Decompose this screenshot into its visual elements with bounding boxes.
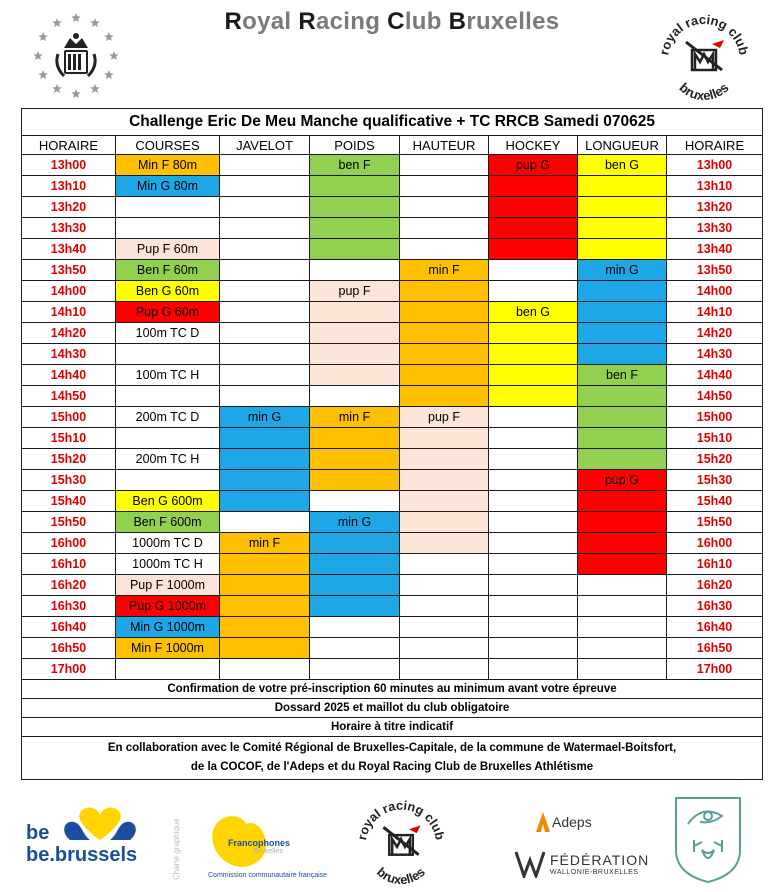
time-cell: 14h20 (667, 323, 763, 344)
time-cell: 14h30 (22, 344, 116, 365)
courses-cell (116, 659, 220, 680)
francophones-bruxelles-logo: Francophones Bruxelles Commission communautaire française (206, 808, 316, 888)
javelot-cell (220, 239, 310, 260)
time-cell: 14h20 (22, 323, 116, 344)
courses-cell (116, 470, 220, 491)
courses-cell (116, 386, 220, 407)
hauteur-cell (400, 512, 489, 533)
hockey-cell (489, 239, 578, 260)
schedule-row (22, 260, 763, 281)
column-header: LONGUEUR (578, 136, 667, 155)
watermael-boitsfort-crest (672, 794, 744, 884)
be-label: be (26, 822, 50, 844)
hockey-cell (489, 218, 578, 239)
schedule-row (22, 323, 763, 344)
hockey-cell (489, 428, 578, 449)
javelot-cell (220, 344, 310, 365)
hockey-cell (489, 281, 578, 302)
javelot-cell: min G (220, 407, 310, 428)
longueur-cell (578, 407, 667, 428)
svg-text:royal racing club: royal racing club (656, 11, 752, 57)
hauteur-cell: min F (400, 260, 489, 281)
schedule-row (22, 470, 763, 491)
collaboration-line-1: En collaboration avec le Comité Régional de Bruxelles-Capitale, de la commune de Watermael-Boitsfort, (107, 742, 677, 754)
time-cell: 14h40 (22, 365, 116, 386)
time-cell: 13h50 (667, 260, 763, 281)
club-title: Royal Racing Club Bruxelles (224, 8, 560, 35)
time-cell: 14h50 (22, 386, 116, 407)
poids-cell (310, 638, 400, 659)
time-cell: 16h20 (667, 575, 763, 596)
column-header: HORAIRE (22, 136, 116, 155)
star-icon (90, 18, 100, 27)
time-cell: 16h30 (22, 596, 116, 617)
column-header: HAUTEUR (400, 136, 489, 155)
time-cell: 14h10 (667, 302, 763, 323)
time-cell: 15h00 (22, 407, 116, 428)
page-header (0, 0, 784, 108)
hauteur-cell (400, 554, 489, 575)
time-cell: 16h40 (667, 617, 763, 638)
time-cell: 16h00 (22, 533, 116, 554)
poids-cell: min F (310, 407, 400, 428)
longueur-cell (578, 596, 667, 617)
adeps-icon (536, 812, 550, 832)
schedule-row (22, 239, 763, 260)
time-cell: 15h50 (22, 512, 116, 533)
javelot-cell (220, 365, 310, 386)
hockey-cell (489, 323, 578, 344)
schedule-row (22, 281, 763, 302)
time-cell: 16h10 (22, 554, 116, 575)
poids-cell (310, 386, 400, 407)
column-header: POIDS (310, 136, 400, 155)
courses-cell (116, 344, 220, 365)
longueur-cell (578, 218, 667, 239)
hauteur-cell (400, 155, 489, 176)
hauteur-cell (400, 218, 489, 239)
time-cell: 15h20 (667, 449, 763, 470)
hauteur-cell (400, 491, 489, 512)
hockey-cell (489, 449, 578, 470)
javelot-cell (220, 323, 310, 344)
javelot-cell (220, 638, 310, 659)
charte-graphique: Charte graphique (172, 818, 181, 880)
time-cell: 13h40 (22, 239, 116, 260)
time-cell: 15h20 (22, 449, 116, 470)
courses-cell: 1000m TC D (116, 533, 220, 554)
courses-cell: Min F 80m (116, 155, 220, 176)
star-icon (71, 13, 81, 22)
javelot-cell (220, 302, 310, 323)
schedule-row (22, 344, 763, 365)
courses-cell: Pup G 1000m (116, 596, 220, 617)
courses-cell (116, 197, 220, 218)
poids-cell: min G (310, 512, 400, 533)
star-icon (104, 70, 114, 79)
schedule-row (22, 596, 763, 617)
hockey-cell (489, 386, 578, 407)
poids-cell (310, 491, 400, 512)
poids-cell (310, 470, 400, 491)
longueur-cell (578, 491, 667, 512)
column-header: HOCKEY (489, 136, 578, 155)
collaboration-line-2: de la COCOF, de l'Adeps et du Royal Racing Club de Bruxelles Athlétisme (190, 761, 594, 773)
time-cell: 16h30 (667, 596, 763, 617)
longueur-cell (578, 554, 667, 575)
fwb-icon (514, 850, 546, 878)
poids-cell (310, 176, 400, 197)
javelot-cell (220, 449, 310, 470)
hauteur-cell (400, 617, 489, 638)
hockey-cell (489, 617, 578, 638)
time-cell: 14h50 (667, 386, 763, 407)
note-bib: Dossard 2025 et maillot du club obligatoire (22, 699, 763, 718)
schedule-row (22, 638, 763, 659)
time-cell: 15h10 (667, 428, 763, 449)
javelot-cell (220, 659, 310, 680)
schedule-row (22, 365, 763, 386)
note-confirmation: Confirmation de votre pré-inscription 60 minutes au minimum avant votre épreuve (22, 680, 763, 699)
longueur-cell (578, 533, 667, 554)
longueur-cell (578, 239, 667, 260)
time-cell: 16h40 (22, 617, 116, 638)
hockey-cell (489, 659, 578, 680)
time-cell: 13h30 (22, 218, 116, 239)
hauteur-cell (400, 365, 489, 386)
star-icon (38, 32, 48, 41)
schedule-row (22, 491, 763, 512)
note-indicative: Horaire à titre indicatif (22, 718, 763, 737)
poids-cell: ben F (310, 155, 400, 176)
adeps-fwb-logo: Adeps FÉDÉRATION WALLONIE-BRUXELLES (506, 806, 646, 886)
svg-text:bruxelles: bruxelles (374, 864, 428, 888)
longueur-cell: ben F (578, 365, 667, 386)
javelot-cell (220, 218, 310, 239)
schedule-row (22, 449, 763, 470)
time-cell: 16h50 (667, 638, 763, 659)
time-cell: 14h40 (667, 365, 763, 386)
time-cell: 15h10 (22, 428, 116, 449)
courses-cell: Min G 1000m (116, 617, 220, 638)
courses-cell: Min G 80m (116, 176, 220, 197)
javelot-cell (220, 428, 310, 449)
column-header: COURSES (116, 136, 220, 155)
column-header-row (22, 136, 763, 155)
schedule-row (22, 407, 763, 428)
schedule-table (21, 108, 763, 780)
svg-text:royal racing club: royal racing club (354, 797, 448, 842)
time-cell: 13h00 (667, 155, 763, 176)
courses-cell: Ben F 60m (116, 260, 220, 281)
time-cell: 13h30 (667, 218, 763, 239)
courses-cell: 1000m TC H (116, 554, 220, 575)
longueur-cell (578, 512, 667, 533)
javelot-cell (220, 554, 310, 575)
javelot-cell (220, 617, 310, 638)
schedule-row (22, 155, 763, 176)
schedule-title: Challenge Eric De Meu Manche qualificative + TC RRCB Samedi 070625 (22, 109, 763, 136)
schedule-row (22, 575, 763, 596)
poids-cell (310, 218, 400, 239)
hauteur-cell: pup F (400, 407, 489, 428)
javelot-cell (220, 260, 310, 281)
time-cell: 16h00 (667, 533, 763, 554)
star-icon (33, 51, 43, 60)
longueur-cell (578, 575, 667, 596)
longueur-cell (578, 302, 667, 323)
star-icon (104, 32, 114, 41)
javelot-cell (220, 491, 310, 512)
hauteur-cell (400, 302, 489, 323)
poids-cell (310, 659, 400, 680)
schedule-row (22, 302, 763, 323)
courses-cell: Ben G 60m (116, 281, 220, 302)
hauteur-cell (400, 449, 489, 470)
javelot-cell (220, 575, 310, 596)
time-cell: 17h00 (667, 659, 763, 680)
courses-cell: Pup G 60m (116, 302, 220, 323)
hauteur-cell (400, 386, 489, 407)
time-cell: 16h50 (22, 638, 116, 659)
time-cell: 14h00 (667, 281, 763, 302)
poids-cell (310, 365, 400, 386)
poids-cell (310, 449, 400, 470)
longueur-cell (578, 428, 667, 449)
schedule-body (22, 155, 763, 680)
time-cell: 13h10 (22, 176, 116, 197)
javelot-cell (220, 281, 310, 302)
hauteur-cell (400, 470, 489, 491)
time-cell: 15h50 (667, 512, 763, 533)
courses-cell: Ben F 600m (116, 512, 220, 533)
longueur-cell (578, 449, 667, 470)
courses-cell: Min F 1000m (116, 638, 220, 659)
hockey-cell: ben G (489, 302, 578, 323)
star-icon (71, 89, 81, 98)
time-cell: 15h00 (667, 407, 763, 428)
poids-cell: pup F (310, 281, 400, 302)
longueur-cell (578, 638, 667, 659)
schedule-row (22, 554, 763, 575)
time-cell: 13h50 (22, 260, 116, 281)
schedule-row (22, 428, 763, 449)
hauteur-cell (400, 428, 489, 449)
hauteur-cell (400, 197, 489, 218)
poids-cell (310, 260, 400, 281)
longueur-cell (578, 344, 667, 365)
star-icon (90, 84, 100, 93)
hauteur-cell (400, 176, 489, 197)
time-cell: 13h20 (667, 197, 763, 218)
time-cell: 17h00 (22, 659, 116, 680)
schedule-row (22, 617, 763, 638)
be-brussels-label: be.brussels (26, 844, 138, 866)
longueur-cell (578, 281, 667, 302)
poids-cell (310, 533, 400, 554)
schedule-row (22, 512, 763, 533)
star-icon (109, 51, 119, 60)
star-icon (38, 70, 48, 79)
hockey-cell (489, 407, 578, 428)
poids-cell (310, 323, 400, 344)
be-brussels-logo (26, 806, 156, 866)
time-cell: 15h40 (667, 491, 763, 512)
hockey-cell (489, 344, 578, 365)
poids-cell (310, 239, 400, 260)
hockey-cell (489, 533, 578, 554)
star-icon (52, 18, 62, 27)
column-header: HORAIRE (667, 136, 763, 155)
schedule-row (22, 533, 763, 554)
courses-cell: 200m TC H (116, 449, 220, 470)
schedule-row (22, 218, 763, 239)
hockey-cell (489, 260, 578, 281)
javelot-cell: min F (220, 533, 310, 554)
poids-cell (310, 344, 400, 365)
royal-racing-club-footer-logo (352, 794, 450, 888)
poids-cell (310, 197, 400, 218)
javelot-cell (220, 155, 310, 176)
footer-logos (0, 790, 784, 892)
longueur-cell (578, 197, 667, 218)
hockey-cell (489, 197, 578, 218)
longueur-cell (578, 617, 667, 638)
courses-cell (116, 218, 220, 239)
svg-text:bruxelles: bruxelles (676, 79, 732, 104)
poids-cell (310, 302, 400, 323)
hockey-cell: pup G (489, 155, 578, 176)
hauteur-cell (400, 575, 489, 596)
hauteur-cell (400, 533, 489, 554)
royal-racing-club-logo (654, 8, 754, 104)
longueur-cell (578, 386, 667, 407)
poids-cell (310, 617, 400, 638)
poids-cell (310, 428, 400, 449)
schedule-row (22, 197, 763, 218)
hockey-cell (489, 638, 578, 659)
schedule-row (22, 176, 763, 197)
collaboration-note (22, 737, 763, 780)
poids-cell (310, 575, 400, 596)
hockey-cell (489, 596, 578, 617)
longueur-cell: pup G (578, 470, 667, 491)
time-cell: 13h00 (22, 155, 116, 176)
hockey-cell (489, 491, 578, 512)
hockey-cell (489, 554, 578, 575)
hauteur-cell (400, 344, 489, 365)
hockey-cell (489, 575, 578, 596)
schedule-row (22, 659, 763, 680)
courses-cell (116, 428, 220, 449)
courses-cell: 100m TC H (116, 365, 220, 386)
courses-cell: Ben G 600m (116, 491, 220, 512)
time-cell: 13h40 (667, 239, 763, 260)
javelot-cell (220, 176, 310, 197)
heart-icon (60, 806, 140, 842)
hockey-cell (489, 176, 578, 197)
longueur-cell (578, 176, 667, 197)
hauteur-cell (400, 323, 489, 344)
time-cell: 15h30 (22, 470, 116, 491)
javelot-cell (220, 197, 310, 218)
time-cell: 14h10 (22, 302, 116, 323)
poids-cell (310, 554, 400, 575)
column-header: JAVELOT (220, 136, 310, 155)
time-cell: 15h30 (667, 470, 763, 491)
poids-cell (310, 596, 400, 617)
schedule-row (22, 386, 763, 407)
star-icon (52, 84, 62, 93)
time-cell: 13h20 (22, 197, 116, 218)
time-cell: 15h40 (22, 491, 116, 512)
time-cell: 13h10 (667, 176, 763, 197)
javelot-cell (220, 512, 310, 533)
longueur-cell: min G (578, 260, 667, 281)
hauteur-cell (400, 596, 489, 617)
courses-cell: Pup F 1000m (116, 575, 220, 596)
courses-cell: Pup F 60m (116, 239, 220, 260)
hauteur-cell (400, 239, 489, 260)
longueur-cell (578, 323, 667, 344)
royal-crest-logo (30, 10, 122, 102)
longueur-cell: ben G (578, 155, 667, 176)
hauteur-cell (400, 638, 489, 659)
courses-cell: 200m TC D (116, 407, 220, 428)
time-cell: 14h30 (667, 344, 763, 365)
hauteur-cell (400, 281, 489, 302)
time-cell: 14h00 (22, 281, 116, 302)
hockey-cell (489, 365, 578, 386)
time-cell: 16h20 (22, 575, 116, 596)
hockey-cell (489, 470, 578, 491)
hauteur-cell (400, 659, 489, 680)
time-cell: 16h10 (667, 554, 763, 575)
longueur-cell (578, 659, 667, 680)
hockey-cell (489, 512, 578, 533)
javelot-cell (220, 386, 310, 407)
javelot-cell (220, 596, 310, 617)
courses-cell: 100m TC D (116, 323, 220, 344)
javelot-cell (220, 470, 310, 491)
